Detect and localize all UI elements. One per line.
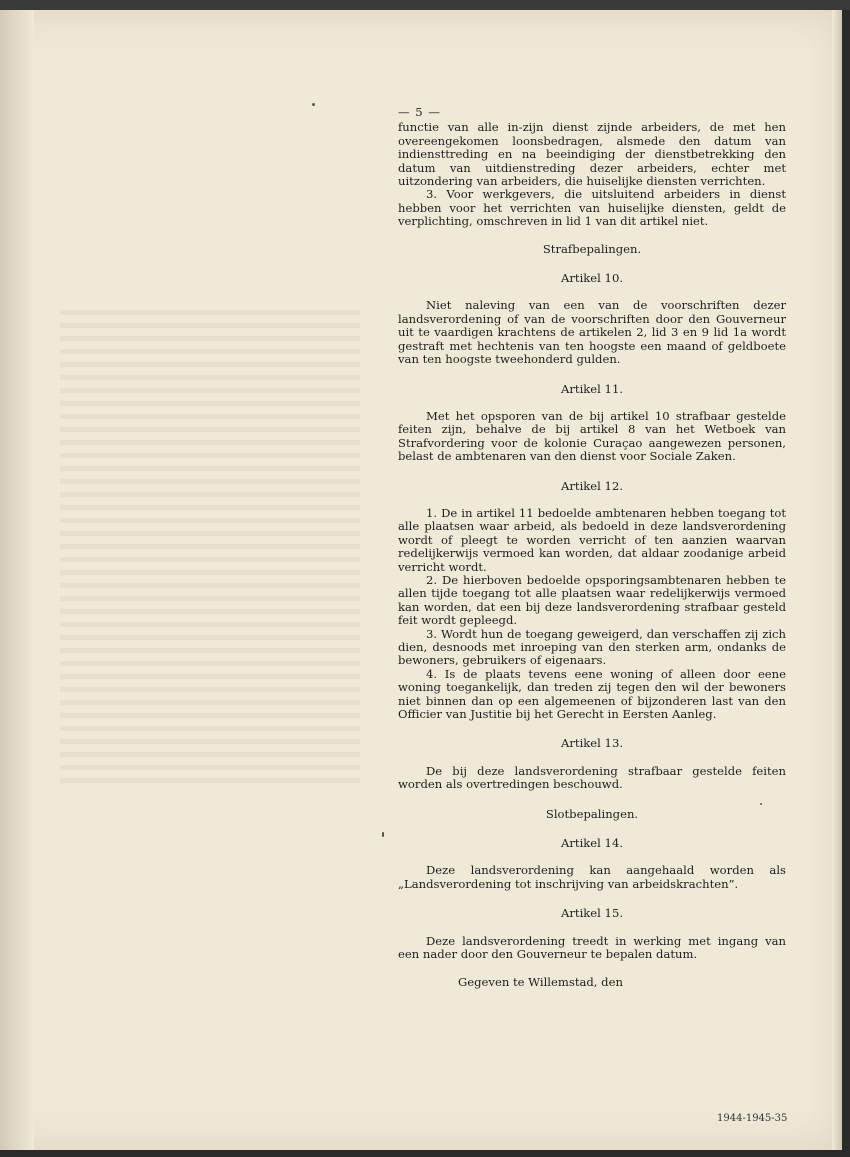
document-reference-code: 1944-1945-35 — [717, 1113, 788, 1124]
paragraph-art11: Met het opsporen van de bij artikel 10 strafbaar gestelde feiten zijn, behalve de bij artikel 8 van het Wetboek van Strafvordering voor de kolonie Curaçao aangewezen personen, belast de ambtenaren van den dienst voor Sociale Zaken. — [398, 408, 786, 464]
paper-speck — [312, 103, 315, 106]
paragraph-art10: Niet naleving van een van de voorschriften dezer landsverordening of van de voorschriften door den Gouverneur uit te vaardigen krachtens de artikelen 2, lid 3 en 9 lid 1a wordt gestraft met hechtenis van ten hoogste een maand of geldboete van ten hoogste tweehonderd gulden. — [398, 298, 786, 367]
paragraph-art9-continued: functie van alle in-zijn dienst zijnde arbeiders, de met hen overeengekomen loonsbedragen, alsmede den datum van indiensttreding en na beeindiging der dienstbetrekking den datum van uitdienstreding dezer arbeiders, echter met uitzondering van arbeiders, die huiselijke diensten verrichten. — [398, 120, 786, 189]
text-column — [398, 106, 786, 989]
paragraph-art12-lid1: 1. De in artikel 11 bedoelde ambtenaren hebben toegang tot alle plaatsen waar arbeid, als bedoeld in deze landsverordening wordt of pleegt te worden verricht of ten aanzien waarvan redelijkerwijs vermoed kan worden, dat aldaar zoodanige arbeid verricht wordt. — [398, 505, 786, 574]
paragraph-art12-lid2: 2. De hierboven bedoelde opsporingsambtenaren hebben te allen tijde toegang tot alle plaatsen waar redelijkerwijs vermoed kan worden, dat een bij deze landsverordening strafbaar gesteld feit wordt gepleegd. — [398, 572, 786, 628]
reverse-side-bleed-through — [60, 310, 360, 790]
paragraph-art15: Deze landsverordening treedt in werking met ingang van een nader door den Gouverneur te bepalen datum. — [398, 933, 786, 962]
signature-line: Gegeven te Willemstad, den — [458, 974, 623, 989]
page-gutter — [0, 10, 34, 1150]
paragraph-art12-lid4: 4. Is de plaats tevens eene woning of alleen door eene woning toegankelijk, dan treden zij tegen den wil der bewoners niet binnen dan op een algemeenen of bijzonderen last van den Officier van Justitie bij het Gerecht in Eersten Aanleg. — [398, 666, 786, 722]
paragraph-art13: De bij deze landsverordening strafbaar gestelde feiten worden als overtredingen beschouwd. — [398, 763, 786, 792]
section-heading-strafbepalingen: Strafbepalingen. — [542, 241, 642, 256]
paragraph-art14: Deze landsverordening kan aangehaald worden als „Landsverordening tot inschrijving van arbeidskrachten”. — [398, 863, 786, 891]
document-page — [0, 10, 842, 1150]
page-right-edge — [832, 10, 842, 1150]
paragraph-art9-lid3: 3. Voor werkgevers, die uitsluitend arbeiders in dienst hebben voor het verrichten van huiselijke diensten, geldt de verplichting, omschreven in lid 1 van dit artikel niet. — [398, 187, 786, 229]
article-heading-14: Artikel 14. — [561, 836, 623, 851]
article-heading-11: Artikel 11. — [561, 381, 623, 396]
article-heading-13: Artikel 13. — [561, 736, 623, 751]
paper-speck — [382, 832, 384, 837]
article-heading-12: Artikel 12. — [561, 478, 623, 493]
section-heading-slotbepalingen: Slotbepalingen. — [545, 806, 639, 821]
article-heading-15: Artikel 15. — [561, 906, 623, 921]
scan-top-edge — [0, 0, 850, 10]
paragraph-art12-lid3: 3. Wordt hun de toegang geweigerd, dan verschaffen zij zich dien, desnoods met inroeping van den sterken arm, ondanks de bewoners, gebruikers of eigenaars. — [398, 626, 786, 668]
page-number: — 5 — — [398, 105, 441, 119]
article-heading-10: Artikel 10. — [561, 271, 623, 286]
